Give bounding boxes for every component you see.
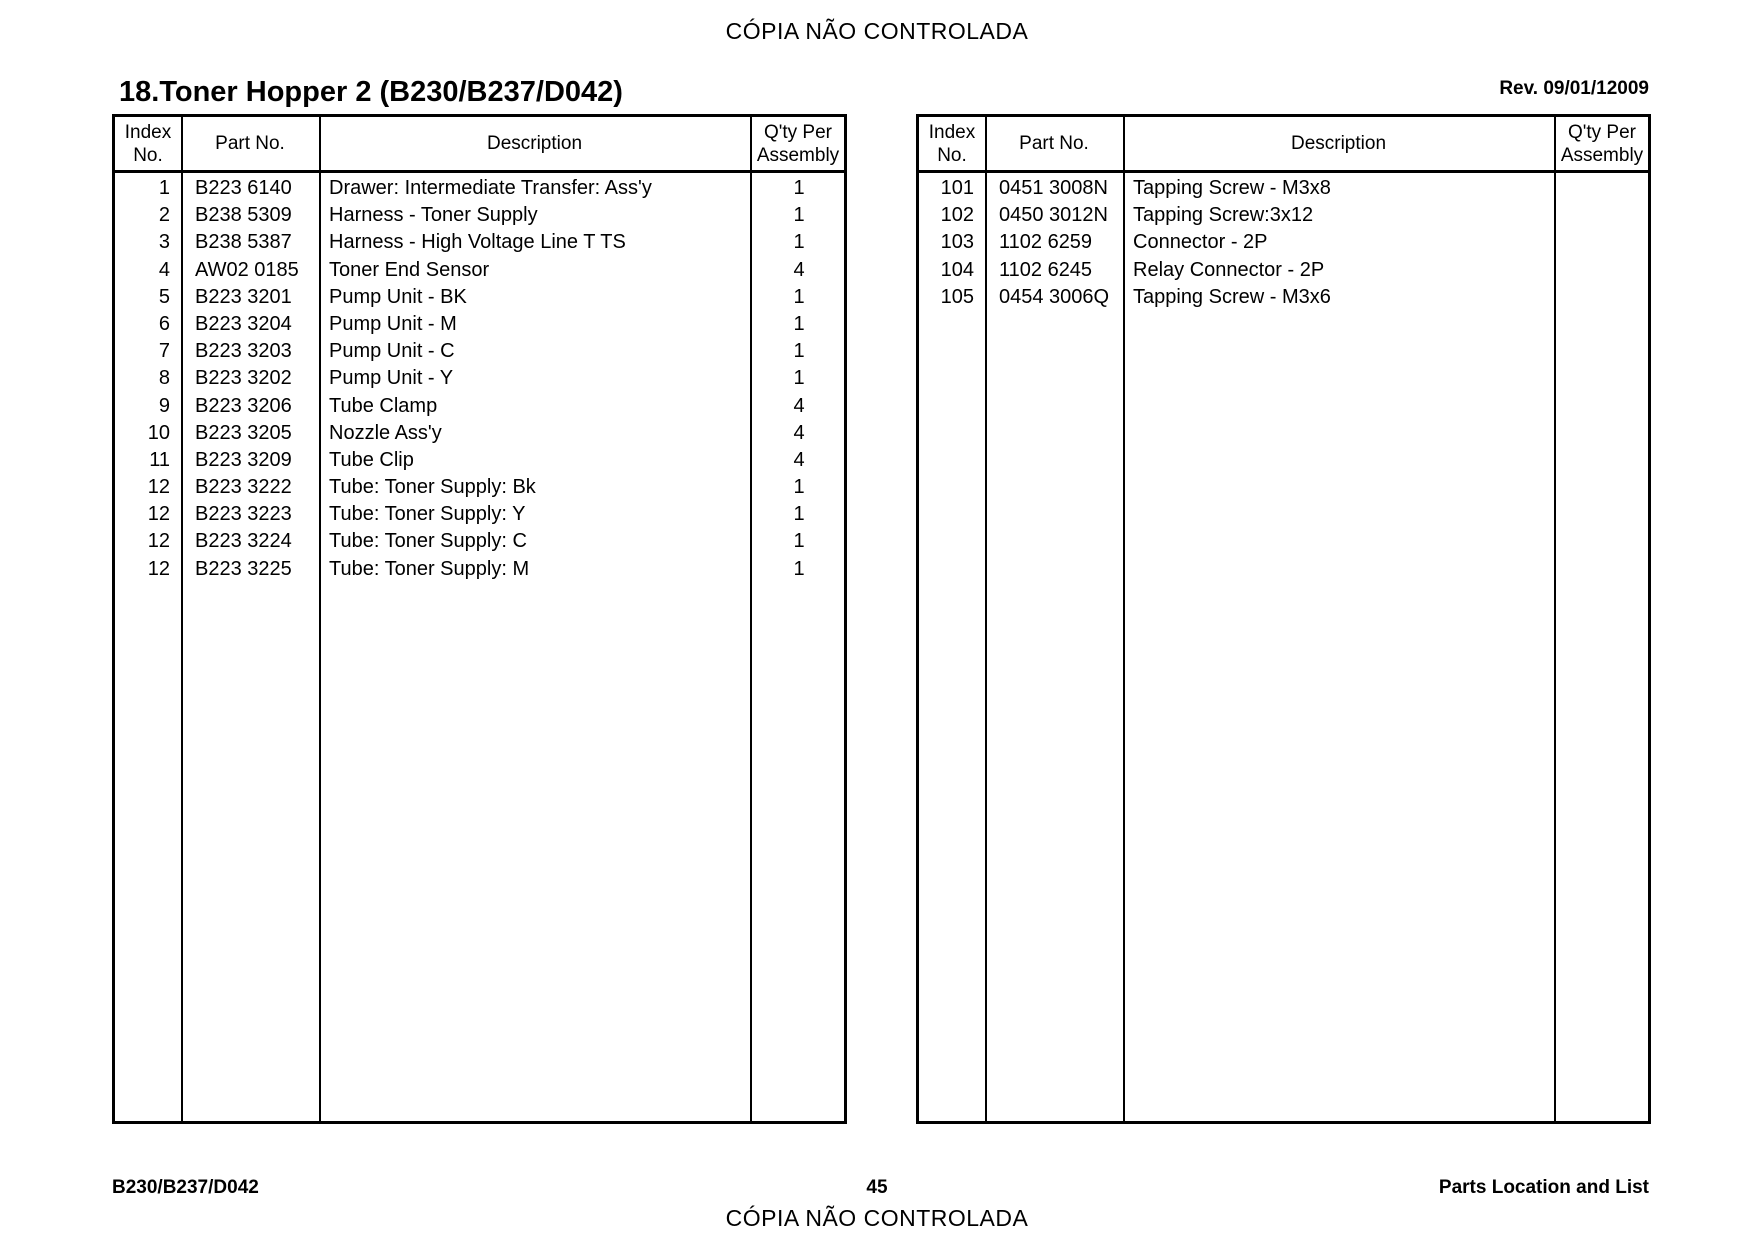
cell-index: 104 [940,258,974,281]
cell-part-no: B223 3225 [195,557,292,580]
header-qty [1554,117,1650,170]
header-description-label: Description [1290,133,1387,154]
table-row [919,229,1648,256]
table-row [919,202,1648,229]
cell-index: 12 [147,557,170,580]
table-row [115,501,844,528]
cell-part-no: B223 3205 [195,421,292,444]
table-row [115,447,844,474]
cell-qty: 1 [793,503,805,526]
cell-qty: 1 [793,557,805,580]
cell-qty [1556,175,1650,202]
header-qty-line1: Q'ty Per [1567,121,1636,143]
cell-qty: 4 [793,394,805,417]
header-qty [750,117,846,170]
header-divider [115,170,844,173]
cell-qty: 4 [793,258,805,281]
cell-qty: 1 [793,285,805,308]
table-body-left [115,175,844,583]
table-row [115,420,844,447]
cell-qty: 4 [793,421,805,444]
cell-index: 105 [940,285,974,308]
cell-description: Tube Clip [329,448,414,471]
cell-part-no: B223 3223 [195,503,292,526]
cell-description: Tube: Toner Supply: M [329,557,530,580]
cell-qty: 1 [793,340,805,363]
table-row [115,556,844,583]
cell-description: Harness - High Voltage Line T TS [329,231,626,254]
header-part-no-label: Part No. [215,133,285,154]
footer-page-number: 45 [866,1177,888,1198]
cell-part-no: B223 3206 [195,394,292,417]
cell-part-no: B223 3222 [195,476,292,499]
header-index-line1: Index [928,121,976,143]
cell-description: Harness - Toner Supply [329,204,538,227]
table-row [919,175,1648,202]
header-part-no-label: Part No. [1019,133,1089,154]
cell-index: 3 [158,231,170,254]
cell-qty [1556,257,1650,284]
cell-qty: 1 [793,312,805,335]
cell-description: Pump Unit - BK [329,285,467,308]
cell-qty: 1 [793,530,805,553]
cell-description: Connector - 2P [1133,231,1268,254]
cell-index: 2 [158,204,170,227]
cell-index: 12 [147,530,170,553]
page-title: 18.Toner Hopper 2 (B230/B237/D042) [119,76,623,108]
cell-part-no: B223 3202 [195,367,292,390]
header-index [919,117,985,170]
cell-qty [1556,284,1650,311]
parts-table-left [112,114,847,1124]
cell-description: Tube Clamp [329,394,438,417]
parts-table-right [916,114,1651,1124]
cell-description: Tube: Toner Supply: Bk [329,476,536,499]
table-row [115,311,844,338]
cell-part-no: AW02 0185 [195,258,299,281]
cell-index: 9 [158,394,170,417]
cell-index: 12 [147,476,170,499]
cell-description: Pump Unit - M [329,312,457,335]
header-qty-line2: Assembly [1560,144,1644,166]
header-qty-line1: Q'ty Per [763,121,832,143]
table-row [115,474,844,501]
cell-part-no: B238 5387 [195,231,292,254]
cell-part-no: B223 3204 [195,312,292,335]
footer-section: Parts Location and List [1438,1177,1649,1198]
cell-index: 7 [158,340,170,363]
table-row [115,393,844,420]
cell-description: Tapping Screw:3x12 [1133,204,1314,227]
table-row [919,284,1648,311]
header-part-no [181,117,319,170]
header-description [1123,117,1554,170]
table-row [115,284,844,311]
header-index-line1: Index [124,121,172,143]
table-row [115,338,844,365]
cell-qty: 1 [793,231,805,254]
cell-part-no: 0450 3012N [999,204,1108,227]
cell-qty [1556,202,1650,229]
cell-index: 103 [940,231,974,254]
watermark-bottom: CÓPIA NÃO CONTROLADA [725,1205,1029,1231]
cell-part-no: 0451 3008N [999,177,1108,199]
cell-part-no: 0454 3006Q [999,285,1110,308]
cell-description: Tapping Screw - M3x6 [1133,285,1331,308]
table-row [115,528,844,555]
cell-qty: 1 [793,367,805,390]
cell-index: 10 [147,421,170,444]
cell-part-no: B223 3224 [195,530,292,553]
header-divider [919,170,1648,173]
table-body-right [919,175,1648,311]
revision-label: Rev. 09/01/12009 [1499,78,1649,99]
cell-index: 11 [149,448,170,471]
cell-description: Tube: Toner Supply: C [329,530,527,553]
table-row [115,175,844,202]
cell-description: Pump Unit - Y [329,367,454,390]
table-row [919,257,1648,284]
cell-description: Tapping Screw - M3x8 [1133,177,1331,199]
cell-part-no: B223 3203 [195,340,292,363]
table-row [115,257,844,284]
cell-description: Nozzle Ass'y [329,421,442,444]
table-row [115,229,844,256]
cell-index: 6 [158,312,170,335]
cell-qty: 1 [793,476,805,499]
table-row [115,202,844,229]
cell-description: Relay Connector - 2P [1133,258,1325,281]
cell-index: 101 [940,177,974,199]
header-description [319,117,750,170]
cell-description: Tube: Toner Supply: Y [329,503,526,526]
cell-qty: 1 [793,204,805,227]
cell-qty: 4 [793,448,805,471]
cell-index: 102 [940,204,974,227]
cell-index: 4 [158,258,170,281]
cell-part-no: B223 3209 [195,448,292,471]
cell-part-no: 1102 6245 [999,258,1093,281]
header-qty-line2: Assembly [756,144,840,166]
cell-qty [1556,229,1650,256]
cell-index: 5 [158,285,170,308]
cell-part-no: B238 5309 [195,204,292,227]
cell-index: 12 [147,503,170,526]
header-index-line2: No. [937,144,967,166]
cell-description: Toner End Sensor [329,258,490,281]
table-row [115,365,844,392]
header-description-label: Description [486,133,583,154]
cell-part-no: B223 6140 [195,177,292,199]
cell-index: 8 [158,367,170,390]
cell-description: Drawer: Intermediate Transfer: Ass'y [329,177,652,199]
cell-qty: 1 [793,177,805,199]
footer-model: B230/B237/D042 [112,1177,259,1198]
cell-description: Pump Unit - C [329,340,455,363]
watermark-top: CÓPIA NÃO CONTROLADA [725,18,1029,44]
cell-part-no: 1102 6259 [999,231,1093,254]
header-index-line2: No. [133,144,163,166]
header-index [115,117,181,170]
cell-index: 1 [158,177,170,199]
header-part-no [985,117,1123,170]
cell-part-no: B223 3201 [195,285,292,308]
